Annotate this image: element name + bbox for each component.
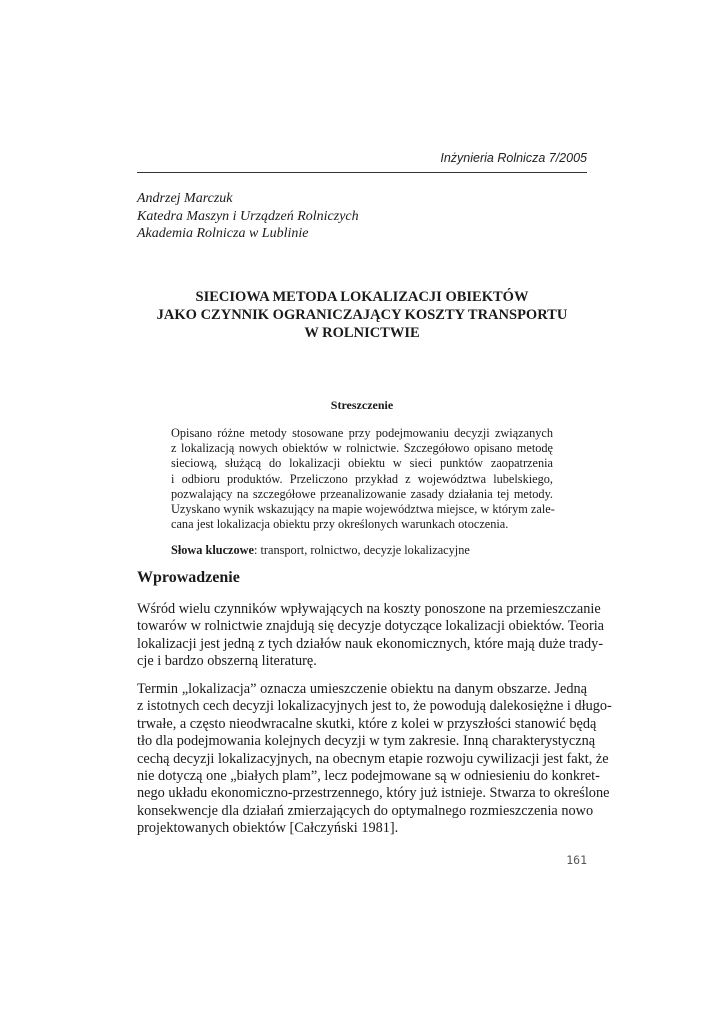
keywords-label: Słowa kluczowe <box>171 543 255 557</box>
keywords-text: : transport, rolnictwo, decyzje lokalizacyjne <box>254 543 470 557</box>
abstract-line: cana jest lokalizacja obiektu przy określonych warunkach otoczenia. <box>171 517 509 532</box>
abstract-line: Opisano różne metody stosowane przy podejmowaniu decyzji związanych <box>171 426 553 440</box>
paragraph-line: Wśród wielu czynników wpływających na koszty ponoszone na przemieszczanie <box>137 601 601 617</box>
author-block <box>137 190 359 243</box>
paragraph-line: Termin „lokalizacja” oznacza umieszczenie obiektu na danym obszarze. Jedną <box>137 681 587 697</box>
journal-header: Inżynieria Rolnicza 7/2005 <box>440 151 587 165</box>
abstract-line: i odbioru produktów. Przeliczono przykład z województwa lubelskiego, <box>171 471 553 486</box>
abstract-line: z lokalizacją nowych obiektów w rolnictwie. Szczegółowo opisano metodę <box>171 441 553 456</box>
introduction-paragraph-2 <box>137 681 612 838</box>
paragraph-line: trwałe, a często nieodwracalne skutki, które z kolei w przyszłości stanowić będą <box>137 715 597 732</box>
abstract-text <box>171 426 553 532</box>
paragraph-line: cechą decyzji lokalizacyjnych, na obecnym etapie rozwoju cywilizacji jest fakt, że <box>137 750 609 767</box>
title-line: SIECIOWA METODA LOKALIZACJI OBIEKTÓW <box>195 289 529 305</box>
introduction-paragraph-1 <box>137 601 605 671</box>
header-divider <box>137 172 587 173</box>
author-department: Katedra Maszyn i Urządzeń Rolniczych <box>137 208 359 224</box>
abstract-heading: Streszczenie <box>330 398 394 412</box>
paragraph-line: tło dla podejmowania kolejnych decyzji w tym zakresie. Inną charakterystyczną <box>137 733 596 750</box>
author-institution: Akademia Rolnicza w Lublinie <box>137 226 309 241</box>
paragraph-line: z istotnych cech decyzji lokalizacyjnych jest to, że powodują dalekosiężne i długo- <box>137 698 612 715</box>
paragraph-line: lokalizacji jest jedną z tych działów nauk ekonomicznych, które mają duże trady- <box>137 635 604 652</box>
paper-title <box>137 288 587 342</box>
abstract-line: sieciową, służącą do lokalizacji obiektu w sieci punktów zaopatrzenia <box>171 456 553 471</box>
page-number: 161 <box>566 853 587 867</box>
title-line: JAKO CZYNNIK OGRANICZAJĄCY KOSZTY TRANSPORTU <box>156 307 568 323</box>
paragraph-line: towarów w rolnictwie znajdują się decyzje dotyczące lokalizacji obiektów. Teoria <box>137 618 605 635</box>
abstract-line: Uzyskano wynik wskazujący na mapie województwa miejsce, w którym zale- <box>171 502 555 517</box>
abstract-line: pozwalający na szczegółowe przeanalizowanie zasady działania tej metody. <box>171 486 553 501</box>
paragraph-line: cje i bardzo obszerną literaturę. <box>137 653 317 670</box>
keywords <box>171 543 553 558</box>
author-name: Andrzej Marczuk <box>137 191 233 206</box>
paragraph-line: konsekwencje dla działań zmierzających do optymalnego rozmieszczenia nowo <box>137 802 594 819</box>
paragraph-line: nie dotyczą one „białych plam”, lecz podejmowane są w odniesieniu do konkret- <box>137 768 600 785</box>
title-line: W ROLNICTWIE <box>304 325 420 341</box>
paragraph-line: projektowanych obiektów [Całczyński 1981]. <box>137 820 399 837</box>
section-heading-introduction: Wprowadzenie <box>137 569 240 586</box>
paragraph-line: nego układu ekonomiczno-przestrzennego, który już istnieje. Stwarza to określone <box>137 785 610 802</box>
